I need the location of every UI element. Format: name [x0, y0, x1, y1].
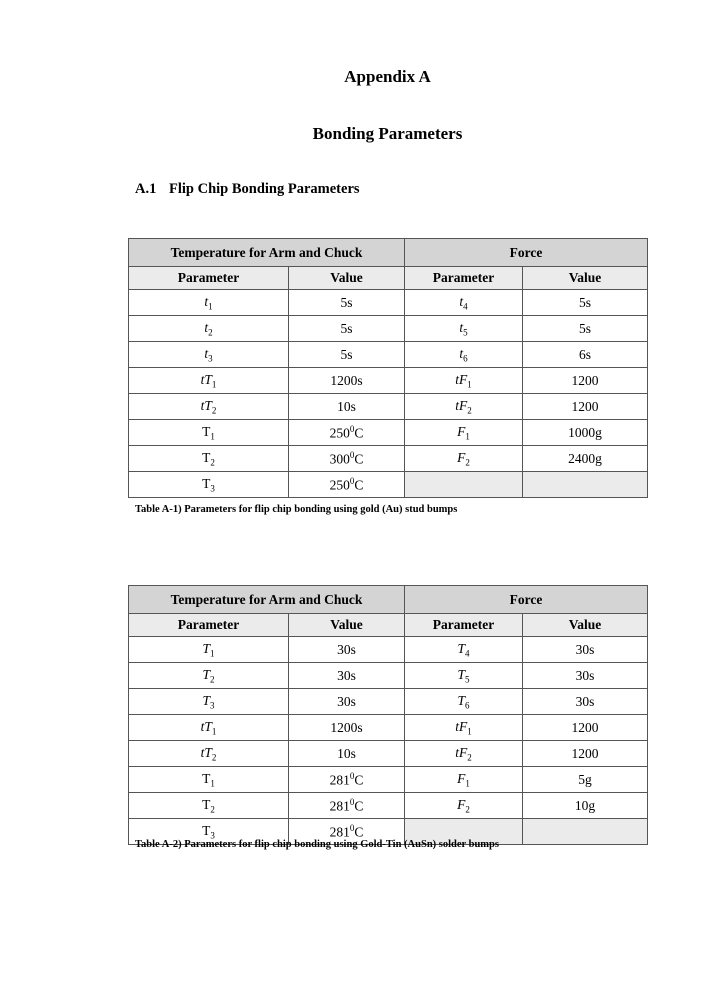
parameter-symbol: T: [202, 475, 211, 491]
value-unit: C: [354, 798, 364, 814]
value-number: 281: [329, 798, 350, 814]
parameter-cell: [129, 368, 289, 394]
parameter-cell: [129, 446, 289, 472]
value-cell: [523, 663, 648, 689]
parameter-cell: [405, 715, 523, 741]
value-number: 300: [329, 451, 350, 467]
parameter-cell: [129, 420, 289, 446]
parameter-subscript: 4: [463, 301, 468, 312]
value-number: 10g: [574, 797, 596, 813]
value-number: 5s: [340, 320, 353, 336]
parameter-cell: [129, 637, 289, 663]
parameter-subscript: 2: [465, 804, 470, 815]
table-row: [129, 767, 648, 793]
table-row: [129, 689, 648, 715]
degree-superscript: 0: [349, 423, 355, 434]
table-row: [129, 290, 648, 316]
value-cell: [289, 767, 405, 793]
section-title: Bonding Parameters: [312, 124, 463, 143]
value-cell: [523, 715, 648, 741]
value-number: 1200: [571, 745, 599, 761]
table-row: [129, 342, 648, 368]
value-cell: [523, 793, 648, 819]
parameter-subscript: 2: [208, 327, 213, 338]
parameter-cell: [405, 420, 523, 446]
value-number: 6s: [579, 346, 592, 362]
parameter-subscript: 3: [210, 830, 215, 841]
parameter-subscript: 1: [210, 431, 215, 442]
value-number: 250: [329, 477, 350, 493]
parameter-subscript: 1: [210, 648, 215, 659]
parameter-subscript: 3: [210, 483, 215, 494]
value-cell: [289, 793, 405, 819]
parameter-subscript: 2: [210, 804, 215, 815]
value-unit: C: [354, 824, 364, 840]
parameter-symbol: T: [202, 666, 210, 682]
column-header-value: Value: [523, 267, 648, 290]
parameter-subscript: 1: [465, 778, 470, 789]
table-row: [129, 793, 648, 819]
value-cell: [523, 368, 648, 394]
parameter-cell: [405, 767, 523, 793]
value-cell: [289, 316, 405, 342]
parameter-symbol: T: [202, 822, 211, 838]
parameter-cell: [129, 290, 289, 316]
column-header-parameter: Parameter: [405, 267, 523, 290]
parameter-cell: [129, 316, 289, 342]
value-number: 2400g: [568, 450, 602, 466]
value-cell: [289, 663, 405, 689]
parameter-subscript: 1: [210, 778, 215, 789]
parameter-symbol: t: [459, 319, 464, 335]
value-unit: C: [354, 477, 364, 493]
parameter-subscript: 1: [211, 726, 217, 737]
group-header-temperature: Temperature for Arm and Chuck: [129, 239, 405, 267]
value-number: 30s: [337, 667, 356, 683]
table-row: [129, 368, 648, 394]
parameter-symbol: t: [459, 293, 464, 309]
parameter-subscript: 6: [463, 353, 468, 364]
parameter-symbol: tT: [200, 718, 212, 734]
parameter-cell: [405, 290, 523, 316]
degree-superscript: 0: [349, 822, 355, 833]
parameter-subscript: 1: [208, 301, 213, 312]
column-header-parameter: Parameter: [129, 614, 289, 637]
degree-superscript: 0: [349, 796, 355, 807]
parameter-symbol: tF: [455, 744, 468, 760]
table-caption: Table A-2) Parameters for flip chip bonding using Gold-Tin (AuSn) solder bumps: [135, 839, 499, 850]
parameter-cell: [405, 446, 523, 472]
empty-cell: [523, 819, 648, 845]
group-header-force: Force: [405, 239, 648, 267]
parameter-symbol: T: [202, 449, 211, 465]
parameter-cell: [129, 741, 289, 767]
empty-cell: [405, 472, 523, 498]
parameter-cell: [129, 767, 289, 793]
parameter-symbol: F: [457, 770, 466, 786]
column-header-value: Value: [289, 614, 405, 637]
table-row: [129, 715, 648, 741]
parameter-symbol: tF: [455, 371, 468, 387]
value-number: 281: [329, 824, 350, 840]
subsection-heading: [135, 181, 360, 198]
value-unit: C: [354, 425, 364, 441]
value-cell: [289, 420, 405, 446]
value-cell: [523, 446, 648, 472]
value-cell: [523, 689, 648, 715]
value-cell: [523, 342, 648, 368]
parameter-symbol: T: [202, 692, 210, 708]
parameter-symbol: T: [202, 640, 210, 656]
table-row: [129, 446, 648, 472]
parameter-symbol: F: [457, 423, 466, 439]
value-number: 10s: [337, 398, 356, 414]
value-number: 30s: [575, 667, 595, 683]
value-cell: [289, 472, 405, 498]
parameter-cell: [129, 394, 289, 420]
value-number: 281: [329, 772, 350, 788]
value-number: 5g: [578, 771, 592, 787]
parameter-subscript: 2: [465, 457, 470, 468]
value-number: 1200: [571, 719, 599, 735]
table-row: [129, 316, 648, 342]
subsection-number: A.1: [135, 181, 157, 197]
value-cell: [289, 368, 405, 394]
parameter-subscript: 1: [211, 379, 217, 390]
degree-superscript: 0: [349, 770, 355, 781]
parameter-subscript: 2: [467, 752, 472, 763]
parameter-subscript: 2: [210, 674, 215, 685]
value-cell: [523, 741, 648, 767]
parameter-symbol: T: [457, 640, 466, 656]
value-number: 5s: [579, 294, 592, 310]
parameter-symbol: tT: [200, 397, 212, 413]
parameter-symbol: T: [202, 770, 211, 786]
value-unit: C: [354, 772, 364, 788]
parameter-symbol: tT: [200, 744, 212, 760]
value-number: 1200: [571, 372, 599, 388]
table-row: [129, 420, 648, 446]
value-cell: [289, 637, 405, 663]
parameter-cell: [405, 689, 523, 715]
value-cell: [289, 741, 405, 767]
parameter-subscript: 3: [208, 353, 213, 364]
parameter-subscript: 1: [467, 726, 472, 737]
parameter-cell: [129, 342, 289, 368]
value-cell: [289, 290, 405, 316]
parameter-subscript: 2: [210, 457, 215, 468]
value-unit: C: [354, 451, 364, 467]
parameter-subscript: 2: [467, 405, 472, 416]
parameter-subscript: 1: [465, 431, 470, 442]
value-cell: [289, 394, 405, 420]
parameter-symbol: F: [457, 796, 466, 812]
parameter-subscript: 4: [465, 648, 470, 659]
degree-superscript: 0: [349, 475, 355, 486]
parameter-cell: [405, 368, 523, 394]
parameter-symbol: tT: [200, 371, 212, 387]
parameter-subscript: 1: [467, 379, 472, 390]
parameter-symbol: F: [457, 449, 466, 465]
value-number: 5s: [340, 294, 353, 310]
table-row: [129, 663, 648, 689]
value-cell: [523, 767, 648, 793]
parameter-cell: [129, 472, 289, 498]
value-cell: [523, 394, 648, 420]
empty-cell: [523, 472, 648, 498]
value-number: 30s: [575, 641, 595, 657]
value-number: 30s: [337, 693, 356, 709]
value-number: 1200s: [330, 719, 363, 735]
parameter-cell: [405, 342, 523, 368]
column-header-value: Value: [289, 267, 405, 290]
parameter-cell: [129, 793, 289, 819]
value-number: 30s: [575, 693, 595, 709]
table-row: [129, 394, 648, 420]
column-header-parameter: Parameter: [129, 267, 289, 290]
parameter-cell: [405, 394, 523, 420]
value-cell: [523, 637, 648, 663]
parameter-cell: [405, 793, 523, 819]
parameter-subscript: 2: [211, 752, 217, 763]
value-cell: [289, 446, 405, 472]
parameter-symbol: T: [457, 692, 466, 708]
parameter-symbol: T: [457, 666, 466, 682]
parameter-symbol: tF: [455, 397, 468, 413]
value-number: 5s: [579, 320, 592, 336]
parameter-cell: [129, 663, 289, 689]
parameter-symbol: tF: [455, 718, 468, 734]
parameter-symbol: t: [204, 345, 209, 361]
value-cell: [289, 342, 405, 368]
value-number: 1200: [571, 398, 599, 414]
parameter-cell: [405, 316, 523, 342]
value-cell: [289, 689, 405, 715]
group-header-temperature: Temperature for Arm and Chuck: [129, 586, 405, 614]
value-cell: [523, 420, 648, 446]
parameter-subscript: 5: [465, 674, 470, 685]
value-number: 10s: [337, 745, 356, 761]
table-row: [129, 637, 648, 663]
parameter-symbol: t: [204, 293, 209, 309]
params-table-au: [128, 238, 648, 498]
parameter-subscript: 3: [210, 700, 215, 711]
params-table-ausn: [128, 585, 648, 845]
table-row: [129, 741, 648, 767]
parameter-cell: [129, 715, 289, 741]
table-row: [129, 472, 648, 498]
column-header-parameter: Parameter: [405, 614, 523, 637]
parameter-cell: [129, 689, 289, 715]
parameter-cell: [405, 741, 523, 767]
column-header-value: Value: [523, 614, 648, 637]
degree-superscript: 0: [349, 449, 355, 460]
parameter-subscript: 6: [465, 700, 470, 711]
value-number: 1000g: [568, 424, 602, 440]
value-number: 250: [329, 425, 350, 441]
value-cell: [523, 290, 648, 316]
value-number: 5s: [340, 346, 353, 362]
subsection-title: Flip Chip Bonding Parameters: [169, 181, 360, 197]
parameter-cell: [405, 663, 523, 689]
value-number: 1200s: [330, 372, 363, 388]
parameter-subscript: 2: [211, 405, 217, 416]
parameter-subscript: 5: [463, 327, 468, 338]
table-caption: Table A-1) Parameters for flip chip bonding using gold (Au) stud bumps: [135, 504, 458, 515]
parameter-cell: [405, 637, 523, 663]
parameter-symbol: t: [459, 345, 464, 361]
value-cell: [289, 715, 405, 741]
parameter-symbol: t: [204, 319, 209, 335]
value-number: 30s: [337, 641, 356, 657]
appendix-title: Appendix A: [344, 67, 431, 86]
parameter-symbol: T: [202, 796, 211, 812]
parameter-symbol: T: [202, 423, 211, 439]
value-cell: [523, 316, 648, 342]
group-header-force: Force: [405, 586, 648, 614]
